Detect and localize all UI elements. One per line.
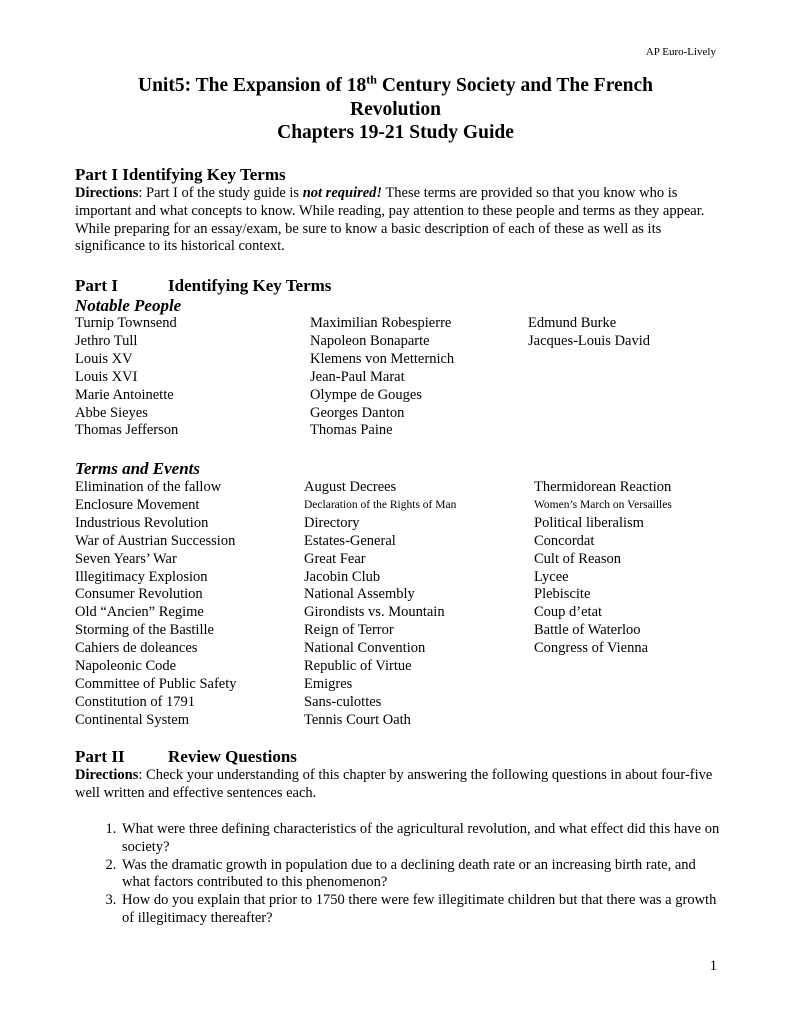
term-item: Great Fear [304, 550, 366, 567]
title-line-1 [0, 74, 791, 98]
title-line-2: Revolution [349, 98, 441, 120]
course-header: AP Euro-Lively [645, 46, 716, 58]
term-item: Directory [304, 514, 360, 531]
term-item: Continental System [75, 711, 189, 728]
term-item: August Decrees [304, 479, 397, 495]
term-item: Tennis Court Oath [304, 711, 411, 728]
directions-text-a: : Part I of the study guide is [138, 185, 303, 201]
part2-title: Review Questions [168, 747, 297, 766]
term-item: Battle of Waterloo [534, 622, 641, 639]
term-item: Republic of Virtue [304, 658, 412, 675]
person-item: Maximilian Robespierre [310, 315, 452, 331]
question-item: 3. How do you explain that prior to 1750 there were few illegitimate children but that there was a growth of illegitimacy thereafter? [120, 892, 720, 928]
title-line-3: Chapters 19-21 Study Guide [277, 122, 514, 143]
part2-directions [75, 767, 720, 803]
part2-row [75, 747, 720, 767]
person-item: Jethro Tull [75, 332, 138, 349]
term-item: Girondists vs. Mountain [304, 604, 445, 621]
term-item: Congress of Vienna [534, 640, 649, 657]
terms-column-3 [534, 479, 672, 658]
title-text-b: Century Society and The French [376, 75, 654, 96]
term-item: Napoleonic Code [75, 658, 177, 675]
part1-title: Identifying Key Terms [168, 276, 332, 295]
person-item: Thomas Paine [310, 422, 393, 439]
term-item: Political liberalism [534, 514, 644, 531]
term-item: Committee of Public Safety [75, 675, 237, 692]
term-item: Sans-culottes [304, 693, 382, 710]
term-item: Coup d’etat [534, 604, 603, 621]
part2-number: Part II [75, 747, 125, 766]
title-superscript: th [366, 72, 377, 87]
term-item: Women’s March on Versailles [534, 498, 672, 511]
part1-intro-heading: Part I Identifying Key Terms [75, 165, 286, 184]
term-item: Consumer Revolution [75, 586, 203, 603]
questions-section [75, 821, 720, 928]
notable-people-heading: Notable People [75, 296, 182, 315]
person-item: Napoleon Bonaparte [310, 332, 430, 349]
person-item: Marie Antoinette [75, 386, 174, 403]
term-item: Concordat [534, 532, 595, 549]
person-item: Georges Danton [310, 404, 405, 421]
question-item: 2. Was the dramatic growth in population due to a declining death rate or an increasing birth rate, and what factors contributed to this phenomenon? [120, 857, 720, 893]
terms-column-1 [75, 479, 237, 730]
question-item: 1. What were three defining characteristics of the agricultural revolution, and what effect did this have on society? [120, 821, 720, 857]
person-item: Abbe Sieyes [75, 404, 148, 421]
term-item: Seven Years’ War [75, 550, 177, 567]
term-item: Storming of the Bastille [75, 622, 214, 639]
term-item: Emigres [304, 675, 353, 692]
person-item: Olympe de Gouges [310, 386, 422, 403]
person-item: Klemens von Metternich [310, 350, 455, 367]
term-item: Elimination of the fallow [75, 479, 222, 495]
people-column-3 [528, 315, 650, 351]
person-item: Turnip Townsend [75, 315, 177, 331]
terms-events-heading: Terms and Events [75, 459, 201, 478]
part1-row [75, 276, 720, 296]
person-item: Jacques-Louis David [528, 332, 651, 349]
term-item: Lycee [534, 568, 569, 585]
term-item: Estates-General [304, 532, 396, 549]
term-item: National Assembly [304, 586, 415, 603]
term-item: Cult of Reason [534, 550, 621, 567]
person-item: Edmund Burke [528, 315, 617, 331]
part1-directions [75, 185, 720, 256]
term-item: Enclosure Movement [75, 496, 200, 513]
part1-intro-section [75, 165, 720, 256]
title-text-a: Unit5: The Expansion of 18 [137, 75, 367, 96]
term-item: Jacobin Club [304, 568, 381, 585]
term-item: Industrious Revolution [75, 514, 209, 531]
part2-directions-label: Directions [75, 767, 139, 783]
term-item: National Convention [304, 640, 426, 657]
term-item: War of Austrian Succession [75, 532, 236, 549]
directions-emphasis: not required! [302, 185, 383, 201]
person-item: Jean-Paul Marat [310, 368, 405, 385]
person-item: Louis XV [75, 350, 133, 367]
questions-list [75, 821, 720, 928]
document-title [0, 74, 791, 145]
people-column-2 [310, 315, 454, 440]
term-item: Constitution of 1791 [75, 693, 196, 710]
term-item: Illegitimacy Explosion [75, 568, 208, 585]
people-column-1 [75, 315, 178, 440]
directions-label: Directions [75, 185, 139, 201]
terms-column-2 [304, 479, 456, 730]
directions-text-b: These terms are provided so that you know who is important and what concepts to know. While reading, pay attention to these people and terms as they appear. While preparing for an essay/exam, be sure to know a basic description of each of these as well as its significance to its historical context. [75, 185, 705, 255]
term-item: Plebiscite [534, 586, 591, 603]
term-item: Cahiers de doleances [75, 640, 198, 657]
part1-header [75, 276, 720, 315]
term-item: Declaration of the Rights of Man [304, 498, 457, 511]
person-item: Louis XVI [75, 368, 138, 385]
part2-directions-text: : Check your understanding of this chapter by answering the following questions in about four-five well written and effective sentences each. [75, 767, 713, 801]
term-item: Old “Ancien” Regime [75, 604, 204, 621]
terms-heading-wrap [75, 459, 720, 478]
person-item: Thomas Jefferson [75, 422, 179, 439]
part1-number: Part I [75, 276, 118, 295]
part2-section [75, 747, 720, 803]
term-item: Thermidorean Reaction [534, 479, 672, 495]
term-item: Reign of Terror [304, 622, 394, 639]
page-number: 1 [709, 958, 717, 974]
